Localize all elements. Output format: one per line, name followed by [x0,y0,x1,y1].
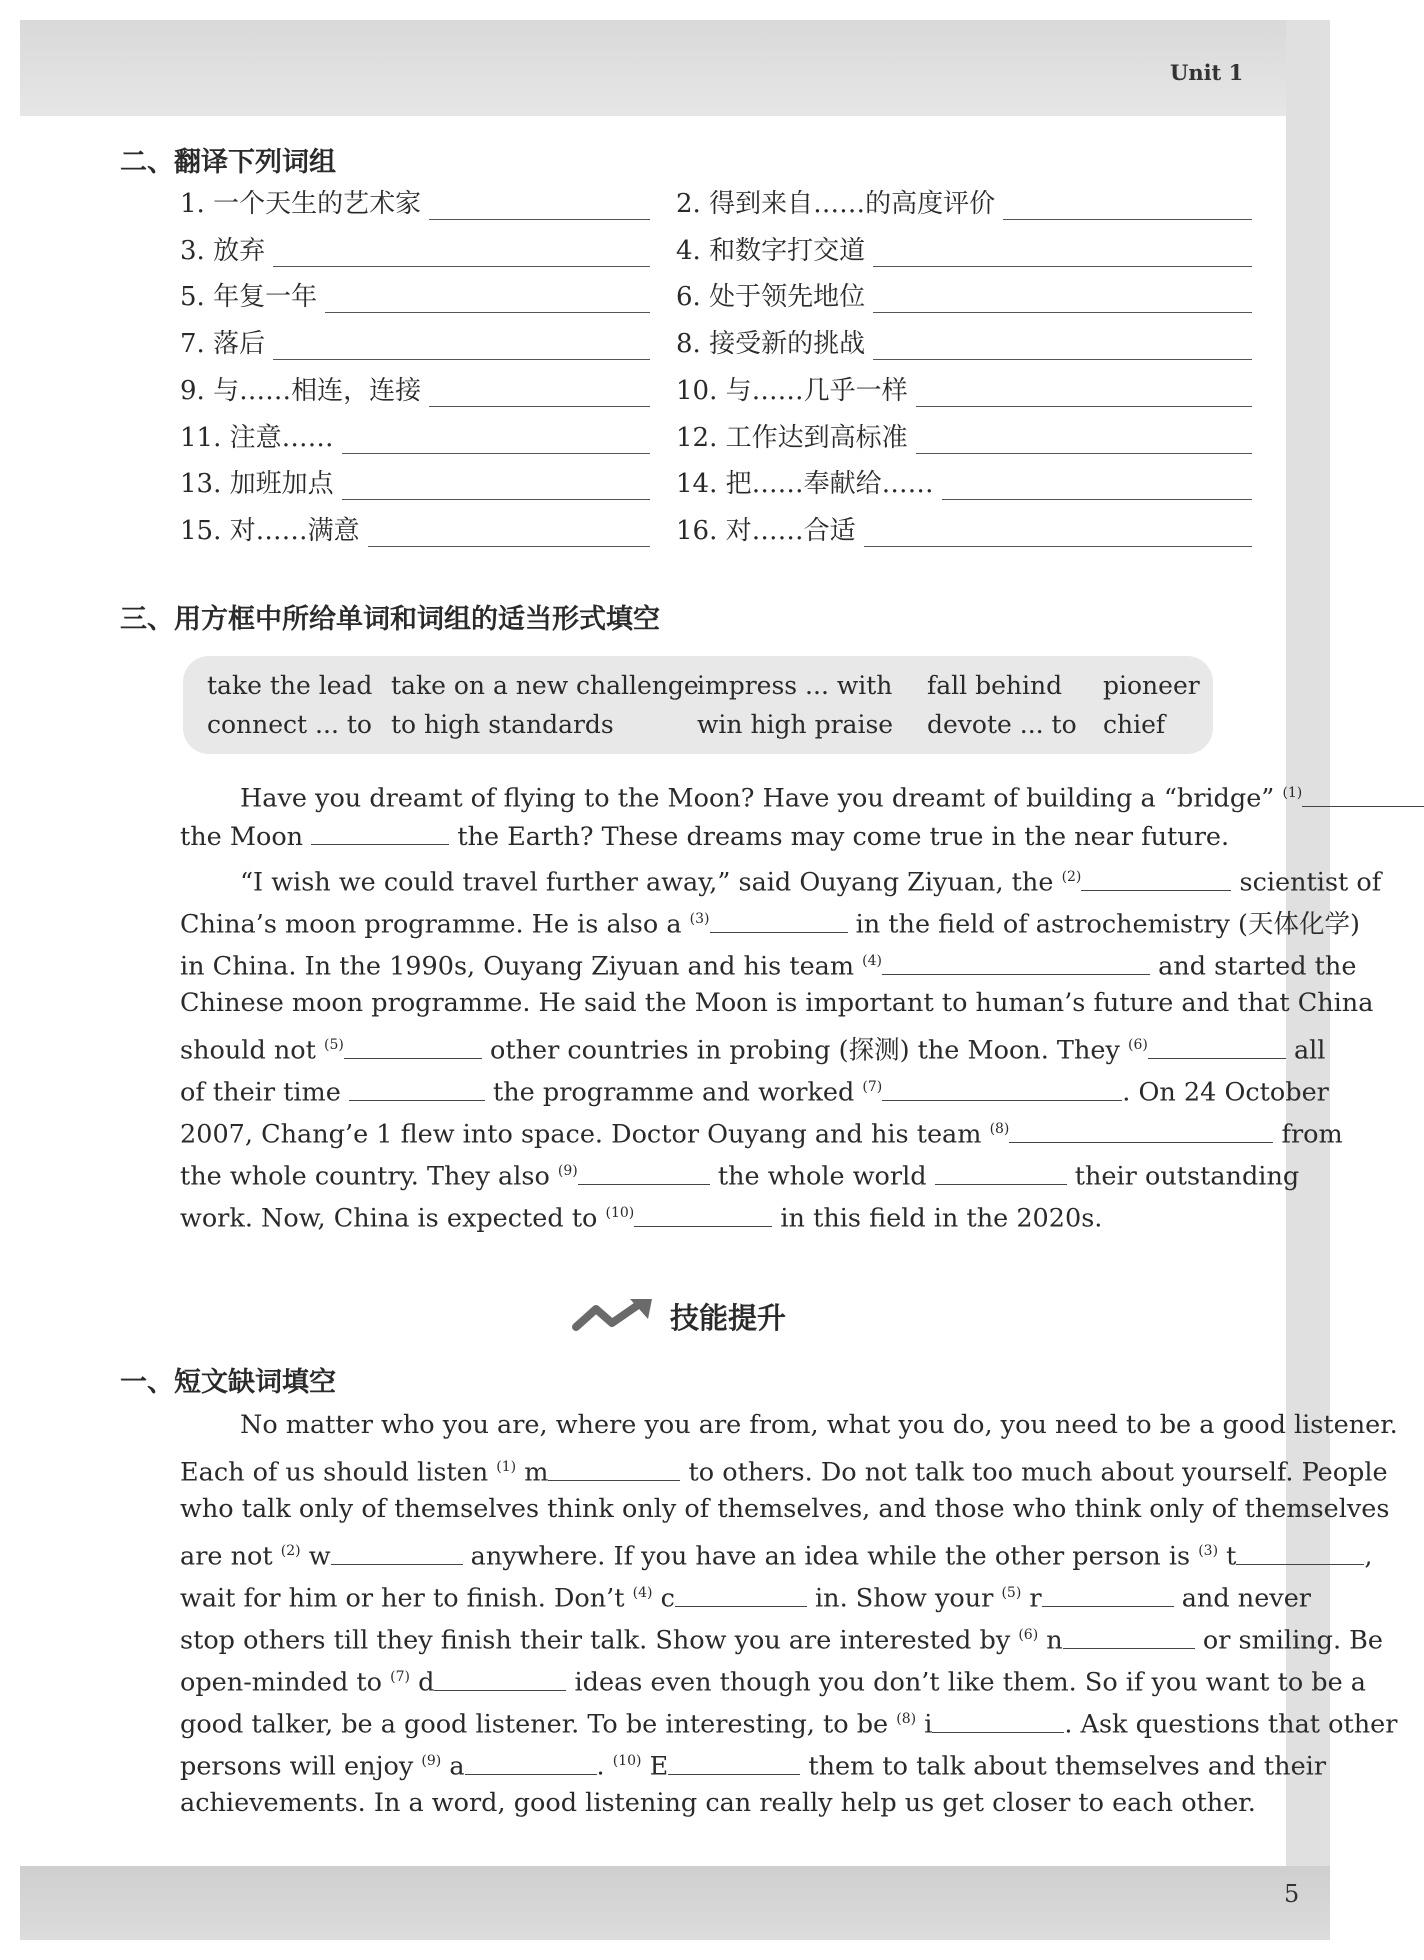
word-option: to high standards [391,710,614,739]
passage-line: are not $^{(2)}$ w anywhere. If you have an idea while the other person is $^{(3)}$ t , [180,1530,1255,1572]
passage-line: No matter who you are, where you are from, what you do, you need to be a good listener. [240,1410,1398,1440]
word-option: win high praise [697,710,894,739]
word-option: devote ... to [927,710,1077,739]
passage-line: the Moon the Earth? These dreams may come true in the near future. [180,814,1255,856]
passage-line: in China. In the 1990s, Ouyang Ziyuan and his team $^{(4)}$ and started the [180,940,1255,982]
translation-prompt: 2. 得到来自……的高度评价 [676,189,996,219]
passage-line: “I wish we could travel further away,” said Ouyang Ziyuan, the $^{(2)}$ scientist of [180,856,1255,898]
passage-line: stop others till they finish their talk. Show you are interested by $^{(6)}$ n or smiling. Be [180,1614,1255,1656]
translation-prompt: 15. 对……满意 [180,515,360,546]
answer-line[interactable] [368,516,650,547]
word-option: fall behind [927,671,1063,700]
answer-line[interactable] [325,282,650,313]
blank-field[interactable] [548,1450,680,1481]
section-title-cloze: 一、短文缺词填空 [120,1367,336,1398]
answer-line[interactable] [429,376,650,407]
translation-item [676,463,1252,500]
answer-line[interactable] [942,469,1252,500]
answer-line[interactable] [873,282,1252,313]
translation-prompt: 6. 处于领先地位 [676,282,866,313]
word-option: pioneer [1103,671,1200,700]
translation-item [180,276,650,313]
blank-field[interactable] [1009,1112,1273,1143]
passage-line: Each of us should listen $^{(1)}$ m to others. Do not talk too much about yourself. People [180,1446,1255,1488]
blank-field[interactable] [932,1702,1064,1733]
answer-line[interactable] [429,189,650,220]
page-number: 5 [1284,1880,1300,1908]
blank-field[interactable] [1063,1618,1195,1649]
translation-prompt: 3. 放弃 [180,235,266,266]
answer-line[interactable] [342,423,650,454]
blank-field[interactable] [1148,1028,1286,1059]
blank-field[interactable] [311,814,449,845]
translation-prompt: 1. 一个天生的艺术家 [180,189,422,219]
passage-line: China’s moon programme. He is also a $^{(3)}$ in the field of astrochemistry (天体化学) [180,898,1255,940]
passage-listening [180,1404,1398,1824]
word-box [183,656,1213,754]
blank-field[interactable] [1236,1534,1364,1565]
section-title-fill: 三、用方框中所给单词和词组的适当形式填空 [120,604,660,635]
translation-prompt: 4. 和数字打交道 [676,235,866,266]
translation-item [676,230,1252,267]
unit-label: Unit 1 [1170,60,1244,85]
skills-title: 技能提升 [670,1301,787,1335]
passage-line: open-minded to $^{(7)}$ d ideas even though you don’t like them. So if you want to be a [180,1656,1255,1698]
word-option: impress ... with [697,671,893,700]
word-option: chief [1103,710,1166,739]
answer-line[interactable] [273,236,650,267]
section-title-translate: 二、翻译下列词组 [120,147,336,178]
translation-prompt: 16. 对……合适 [676,515,856,546]
translation-prompt: 10. 与……几乎一样 [676,375,908,406]
translation-prompt: 11. 注意…… [180,422,334,453]
blank-field[interactable] [710,902,848,933]
translation-item [180,510,650,547]
translation-item [676,276,1252,313]
translation-prompt: 8. 接受新的挑战 [676,329,866,360]
blank-field[interactable] [634,1196,772,1227]
translation-item [180,463,650,500]
word-option: connect ... to [207,710,372,739]
answer-line[interactable] [273,329,650,360]
answer-line[interactable] [916,423,1252,454]
blank-field[interactable] [668,1744,800,1775]
passage-line: the whole country. They also $^{(9)}$ the whole world their outstanding [180,1150,1255,1192]
answer-line[interactable] [1003,189,1252,220]
passage-line: work. Now, China is expected to $^{(10)}$ in this field in the 2020s. [180,1192,1255,1234]
blank-field[interactable] [1081,860,1231,891]
word-option: take on a new challenge [391,671,699,700]
trend-arrow-icon [572,1297,656,1337]
translation-prompt: 14. 把……奉献给…… [676,469,934,500]
blank-field[interactable] [882,944,1150,975]
translation-item [180,417,650,454]
skills-header [572,1296,786,1337]
translation-prompt: 5. 年复一年 [180,282,318,313]
blank-field[interactable] [349,1070,485,1101]
answer-line[interactable] [342,469,650,500]
translation-item [180,323,650,360]
blank-field[interactable] [1302,776,1424,807]
blank-field[interactable] [882,1070,1122,1101]
bottom-band [20,1866,1330,1940]
blank-field[interactable] [331,1534,463,1565]
passage-line: of their time the programme and worked $^{(7)}$ . On 24 October [180,1066,1255,1108]
passage-line: persons will enjoy $^{(9)}$ a . $^{(10)}$ E them to talk about themselves and their [180,1740,1255,1782]
passage-line: wait for him or her to finish. Don’t $^{(4)}$ c in. Show your $^{(5)}$ r and never [180,1572,1255,1614]
answer-line[interactable] [916,376,1252,407]
answer-line[interactable] [864,516,1252,547]
passage-line: should not $^{(5)}$ other countries in probing (探测) the Moon. They $^{(6)}$ all [180,1024,1255,1066]
passage-line: Have you dreamt of flying to the Moon? Have you dreamt of building a “bridge” $^{(1)}$ [180,772,1255,814]
answer-line[interactable] [873,236,1252,267]
blank-field[interactable] [344,1028,482,1059]
translation-prompt: 13. 加班加点 [180,469,334,500]
answer-line[interactable] [873,329,1252,360]
translation-item [180,183,650,220]
translation-prompt: 7. 落后 [180,329,266,360]
passage-line: good talker, be a good listener. To be interesting, to be $^{(8)}$ i . Ask questions that other [180,1698,1255,1740]
passage-line: Chinese moon programme. He said the Moon is important to human’s future and that China [180,988,1374,1018]
passage-line: 2007, Chang’e 1 flew into space. Doctor Ouyang and his team $^{(8)}$ from [180,1108,1255,1150]
passage-line: achievements. In a word, good listening can really help us get closer to each other. [180,1788,1256,1818]
translation-item [180,370,650,407]
translation-item [676,417,1252,454]
blank-field[interactable] [434,1660,566,1691]
blank-field[interactable] [578,1154,710,1185]
blank-field[interactable] [935,1154,1067,1185]
passage-moon [180,772,1382,1234]
translation-prompt: 12. 工作达到高标准 [676,422,908,453]
translation-item [676,370,1252,407]
blank-field[interactable] [675,1576,807,1607]
translation-item [676,183,1252,220]
blank-field[interactable] [1042,1576,1174,1607]
translation-item [676,323,1252,360]
translation-item [676,510,1252,547]
passage-line: who talk only of themselves think only of themselves, and those who think only of themselves [180,1494,1390,1524]
word-option: take the lead [207,671,373,700]
translation-item [180,230,650,267]
translation-prompt: 9. 与……相连，连接 [180,375,422,406]
top-band [20,20,1330,116]
blank-field[interactable] [465,1744,597,1775]
